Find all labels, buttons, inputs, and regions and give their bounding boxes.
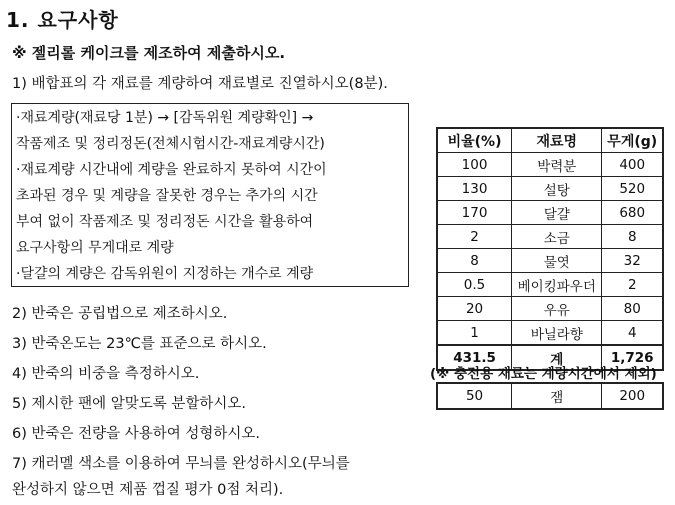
table-row [437, 321, 663, 346]
section-title: 1. 요구사항 [6, 8, 119, 32]
requirement-1: 1) 배합표의 각 재료를 계량하여 재료별로 진열하시오(8분). [12, 76, 388, 92]
cell-weight: 32 [602, 249, 663, 273]
requirement-3: 3) 반죽온도는 23℃를 표준으로 하시오. [12, 336, 267, 352]
cell-ratio: 170 [437, 201, 512, 225]
filling-table [436, 382, 664, 410]
recipe-table [436, 127, 664, 371]
table-row [437, 383, 663, 409]
table-row [437, 297, 663, 321]
cell-ingredient: 설탕 [512, 177, 602, 201]
cell-ingredient: 베이킹파우더 [512, 273, 602, 297]
header-ingredient: 재료명 [512, 128, 602, 153]
cell-ratio: 0.5 [437, 273, 512, 297]
box-line: 작품제조 및 정리정돈(전체시험시간-재료계량시간) [16, 136, 325, 152]
cell-weight: 2 [602, 273, 663, 297]
table-row [437, 273, 663, 297]
cell-weight: 8 [602, 225, 663, 249]
box-line: ·재료계량 시간내에 계량을 완료하지 못하여 시간이 [16, 162, 327, 178]
total-weight: 1,726 [602, 345, 663, 370]
filling-note: (※ 충전용 재료는 계량시간에서 제외) [430, 366, 657, 382]
requirement-5: 5) 제시한 팬에 알맞도록 분할하시오. [12, 396, 247, 412]
subtitle: ※ 젤리롤 케이크를 제조하여 제출하시오. [12, 44, 286, 62]
cell-ratio: 2 [437, 225, 512, 249]
cell-weight: 520 [602, 177, 663, 201]
requirement-7-cont: 완성하지 않으면 제품 껍질 평가 0점 처리). [12, 482, 284, 498]
table-row [437, 225, 663, 249]
cell-weight: 400 [602, 153, 663, 177]
table-row [437, 177, 663, 201]
requirement-4: 4) 반죽의 비중을 측정하시오. [12, 366, 200, 382]
cell-ratio: 1 [437, 321, 512, 346]
total-label: 계 [512, 345, 602, 370]
cell-weight: 80 [602, 297, 663, 321]
total-ratio: 431.5 [437, 345, 512, 370]
cell-ratio: 8 [437, 249, 512, 273]
cell-ratio: 50 [437, 383, 512, 409]
table-row [437, 201, 663, 225]
cell-ingredient: 바닐라향 [512, 321, 602, 346]
requirement-7: 7) 캐러멜 색소를 이용하여 무늬를 완성하시오(무늬를 [12, 456, 350, 472]
cell-weight: 680 [602, 201, 663, 225]
header-ratio: 비율(%) [437, 128, 512, 153]
cell-ratio: 20 [437, 297, 512, 321]
cell-ratio: 130 [437, 177, 512, 201]
cell-ingredient: 달걀 [512, 201, 602, 225]
cell-weight: 200 [602, 383, 663, 409]
requirement-2: 2) 반죽은 공립법으로 제조하시오. [12, 306, 228, 322]
cell-weight: 4 [602, 321, 663, 346]
cell-ingredient: 물엿 [512, 249, 602, 273]
table-row [437, 153, 663, 177]
box-line: ·달걀의 계량은 감독위원이 지정하는 개수로 계량 [16, 266, 314, 282]
header-weight: 무게(g) [602, 128, 663, 153]
table-row [437, 249, 663, 273]
box-line: 초과된 경우 및 계량을 잘못한 경우는 추가의 시간 [16, 188, 318, 204]
box-line: ·재료계량(재료당 1분) → [감독위원 계량확인] → [16, 110, 314, 126]
cell-ingredient: 우유 [512, 297, 602, 321]
weighing-notice-box [11, 103, 409, 287]
box-line: 요구사항의 무게대로 계량 [16, 240, 174, 256]
cell-ingredient: 박력분 [512, 153, 602, 177]
cell-ingredient: 잼 [512, 383, 602, 409]
cell-ratio: 100 [437, 153, 512, 177]
box-line: 부여 없이 작품제조 및 정리정돈 시간을 활용하여 [16, 214, 314, 230]
cell-ingredient: 소금 [512, 225, 602, 249]
table-header-row [437, 128, 663, 153]
requirement-6: 6) 반죽은 전량을 사용하여 성형하시오. [12, 426, 261, 442]
